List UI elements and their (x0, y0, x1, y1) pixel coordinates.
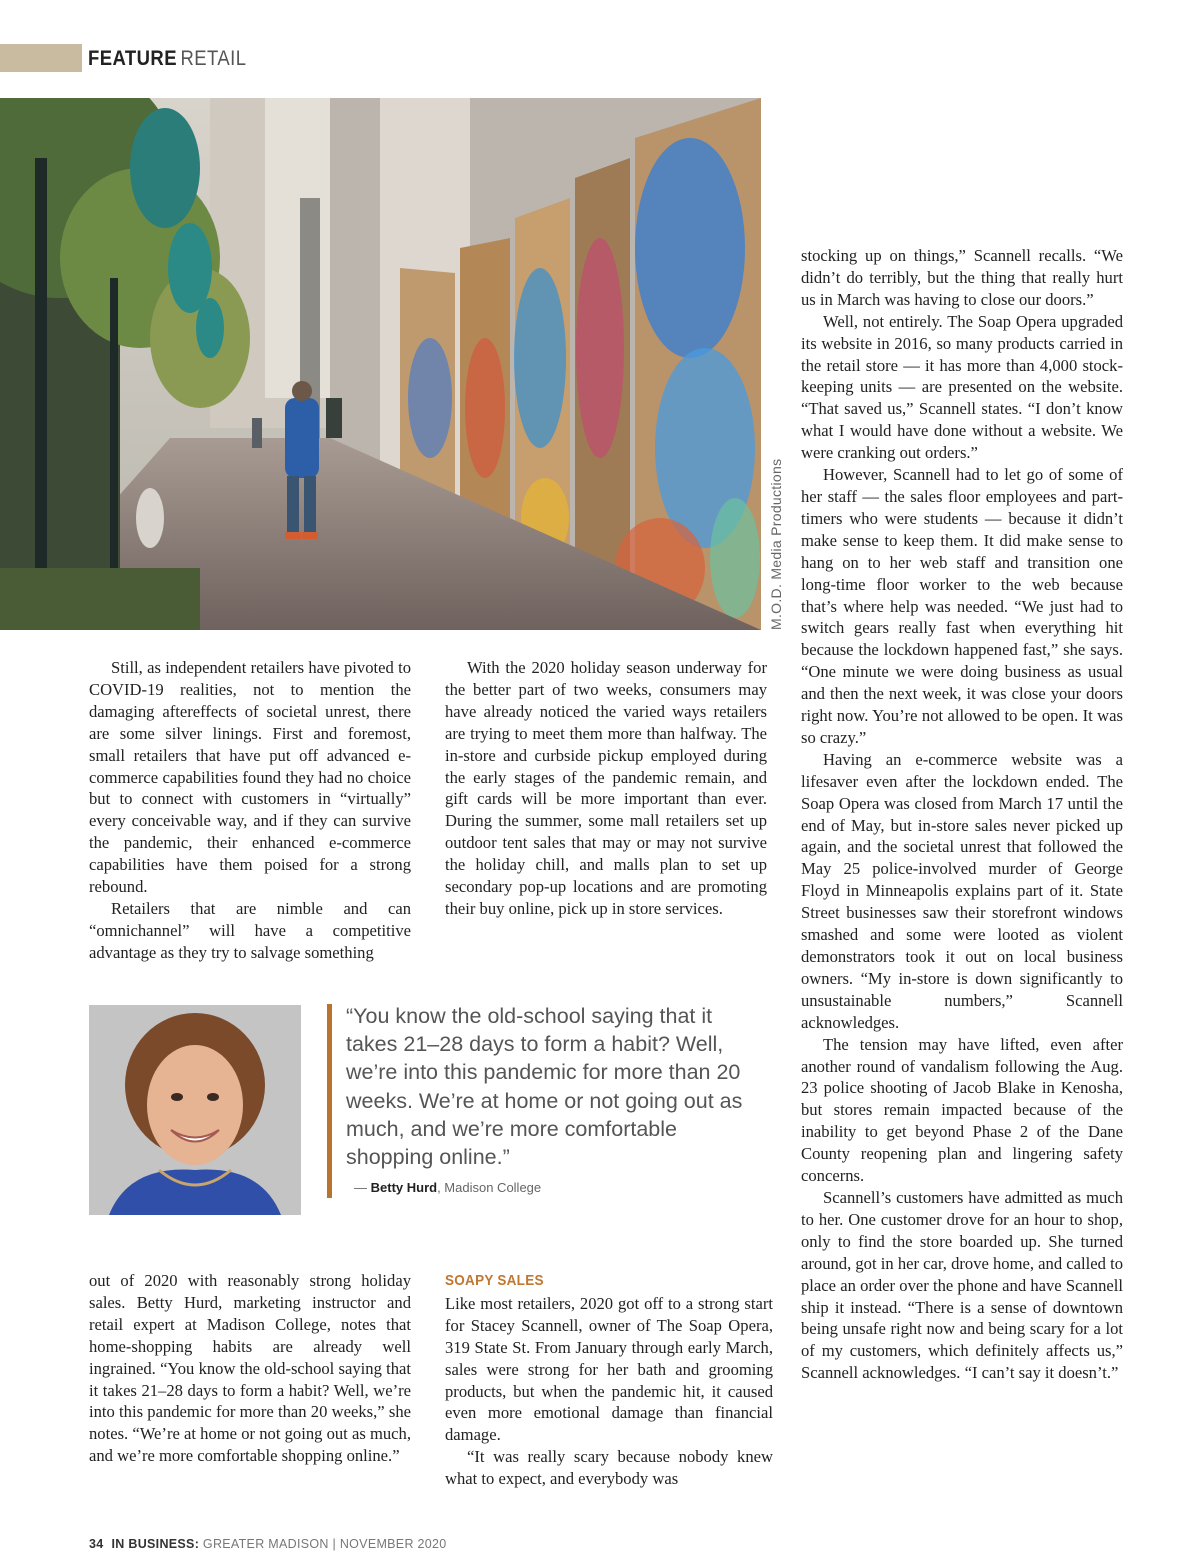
pull-quote: “You know the old-school saying that it takes 21–28 days to form a habit? Well, we’re into this pandemic for more than 20 weeks. We’re at home or not going out as much, and we’re more comfortable shopping online.” (346, 1004, 743, 1170)
paragraph: Having an e-commerce website was a lifesaver even after the lockdown ended. The Soap Opera was closed from March 17 until the end of May, but in-store sales never picked up again, and the societal unrest that followed the May 25 police-involved murder of George Floyd in Minneapolis explains part of it. State Street businesses saw their storefront windows smashed and some were looted as violent demonstrators took it out on local business owners. “My in-store is down significantly to unsustainable numbers,” Scannell acknowledges. (801, 749, 1123, 1032)
paragraph: Scannell’s customers have admitted as much to her. One customer drove for an hour to shop, only to find the store boarded up. She turned around, got in her car, drove home, and called to place an order over the phone and have Scannell ship it instead. “There is a sense of downtown being unsafe right now and being scary for a lot of my customers, which definitely affects us,” Scannell acknowledges. “I can’t say it doesn’t.” (801, 1187, 1123, 1383)
paragraph: With the 2020 holiday season underway for the better part of two weeks, consumers may have already noticed the varied ways retailers are trying to meet them more than halfway. The in-store and curbside pickup employed during the early stages of the pandemic remain, and gift cards will be more important than ever. During the summer, some mall retailers set up outdoor tent sales that may or may not survive the holiday chill, and malls plan to set up secondary pop-up locations and are promoting their buy online, pick up in store services. (445, 658, 767, 918)
section-header (88, 44, 246, 72)
portrait-illustration (89, 1005, 301, 1215)
attribution-name: Betty Hurd (370, 1180, 438, 1195)
column-3 (801, 245, 1123, 1384)
paragraph: However, Scannell had to let go of some of her staff — the sales floor employees and part-timers who were students — because it didn’t make sense to keep them. It did make sense to hang on to her web staff and transition one long-time floor worker to the web because that’s where help was needed. “We just had to switch gears really fast when everything hit because the lockdown happened fast,” she says. “One minute we were doing business as usual and then the next week, it was close your doors right now. You’re not allowed to be open. It was so crazy.” (801, 465, 1123, 747)
attribution-affiliation: , Madison College (437, 1180, 542, 1195)
paragraph: Retailers that are nimble and can “omnichannel” will have a competitive advantage as they try to salvage something (89, 898, 411, 962)
column-2-bottom (445, 1270, 773, 1490)
paragraph: Still, as independent retailers have pivoted to COVID-19 realities, not to mention the damaging aftereffects of societal unrest, there are some silver linings. First and foremost, small retailers that have put off advanced e-commerce capabilities found they had no choice but to connect with customers in “virtually” every conceivable way, and if they can survive the pandemic, their enhanced e-commerce capabilities have them poised for a strong rebound. (89, 658, 411, 897)
paragraph: out of 2020 with reasonably strong holiday sales. Betty Hurd, marketing instructor and retail expert at Madison College, notes that home-shopping habits are already well ingrained. “You know the old-school saying that it takes 21–28 days to form a habit? Well, we’re into this pandemic for more than 20 weeks,” she notes. “We’re at home or not going out as much, and we’re more comfortable shopping online.” (89, 1271, 411, 1466)
magazine-name: IN BUSINESS: (111, 1537, 200, 1551)
paragraph: stocking up on things,” Scannell recalls. “We didn’t do terribly, but the thing that really hurt us in March was having to close our doors.” (801, 246, 1123, 309)
street-photo (0, 98, 761, 630)
column-1-bottom (89, 1270, 411, 1467)
pull-quote-rule (327, 1004, 332, 1198)
attribution-dash: — (354, 1180, 371, 1195)
header-section: RETAIL (180, 47, 247, 70)
photo-credit: M.O.D. Media Productions (768, 458, 784, 630)
paragraph: The tension may have lifted, even after another round of vandalism following the Aug. 23 police shooting of Jacob Blake in Kenosha, but stores remain impacted because of the inability to get beyond Phase 2 of the Dane County reopening plan and lingering safety concerns. (801, 1034, 1123, 1186)
subhead-soapy-sales: SOAPY SALES (445, 1272, 544, 1289)
paragraph: Well, not entirely. The Soap Opera upgraded its website in 2016, so many products carried in the retail store — it has more than 4,000 stock-keeping units — are presented on the website. “That saved us,” Scannell states. “I don’t know what I would have done without a website. We were cranking out orders.” (801, 311, 1123, 463)
column-1-top (89, 657, 411, 964)
pull-quote-attribution (354, 1180, 541, 1195)
betty-hurd-portrait (89, 1005, 301, 1215)
paragraph: “It was really scary because nobody knew what to expect, and everybody was (445, 1447, 773, 1489)
paragraph: Like most retailers, 2020 got off to a strong start for Stacey Scannell, owner of The Soap Opera, 319 State St. From January through early March, sales were strong for her bath and grooming products, but when the pandemic hit, it caused even more emotional damage than financial damage. (445, 1293, 773, 1445)
issue-info: GREATER MADISON | NOVEMBER 2020 (199, 1537, 447, 1551)
header-accent-bar (0, 44, 82, 72)
page-footer (89, 1537, 447, 1551)
street-photo-illustration (0, 98, 761, 630)
header-kicker: FEATURE (88, 47, 177, 70)
column-2-top (445, 657, 767, 920)
page-number: 34 (89, 1537, 104, 1551)
